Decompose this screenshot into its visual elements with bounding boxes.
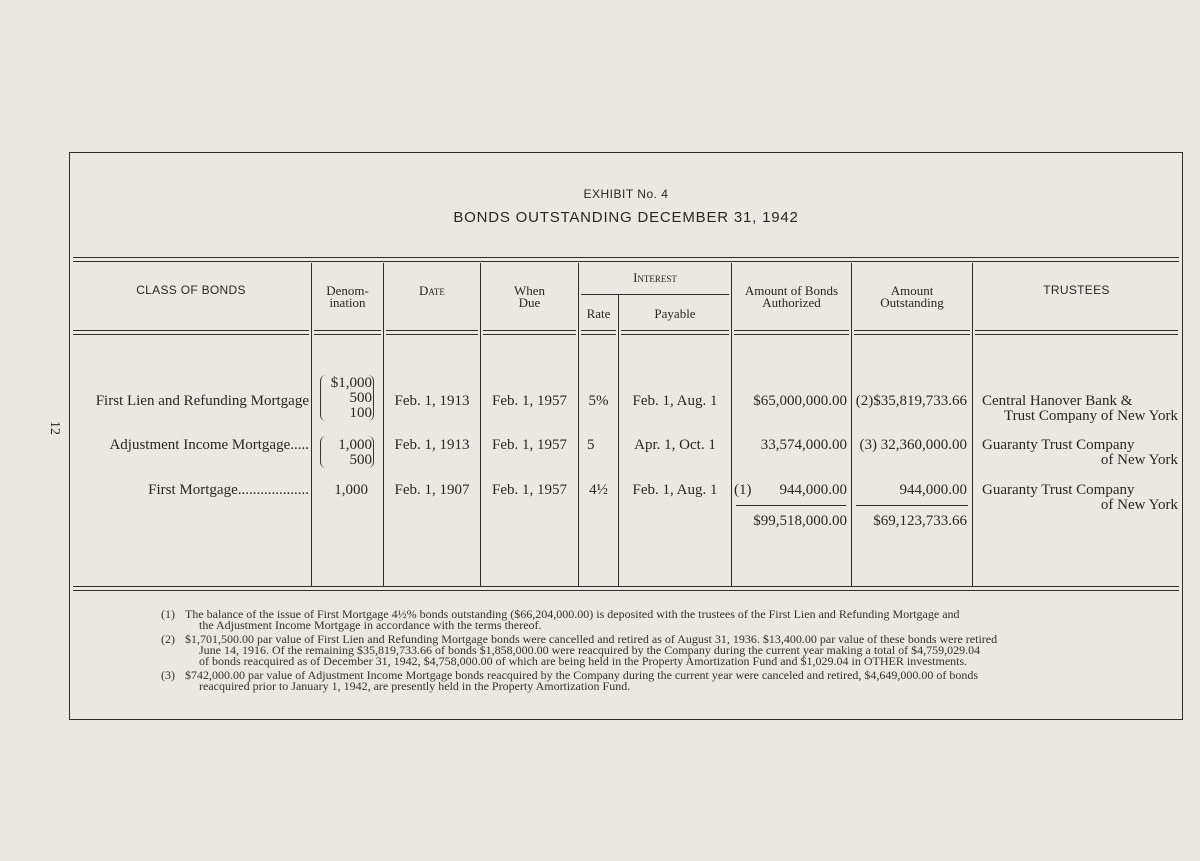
- row-date: Feb. 1, 1907: [394, 482, 470, 498]
- row-authorized: $65,000,000.00: [753, 393, 847, 409]
- total-authorized: $99,518,000.00: [753, 513, 847, 529]
- footnote-line: $742,000.00 par value of Adjustment Income Mortgage bonds reacquired by the Company during the current year were canceled and retired, $4,649,000.00 of bonds: [185, 668, 979, 682]
- row-trustee-line-1: Central Hanover Bank &: [982, 393, 1133, 409]
- header-authorized-1: Amount of Bonds: [744, 283, 839, 298]
- header-when-due-2: Due: [518, 295, 541, 310]
- row-payable: Feb. 1, Aug. 1: [632, 482, 718, 498]
- header-top-rule: [73, 257, 1179, 258]
- footnote-number: (3): [161, 668, 175, 682]
- exhibit-table: [69, 152, 1183, 720]
- total-rule-authorized: [736, 505, 846, 506]
- footnote-line: of bonds reacquired as of December 31, 1942, $4,758,000.00 of which are being held in the Property Amortization Fund and $1,029.04 in OTHER investments.: [199, 654, 968, 668]
- row-denomination: 500: [349, 390, 372, 406]
- row-rate: 5: [587, 437, 595, 453]
- footnote: [157, 609, 1097, 631]
- header-top-rule-2: [73, 261, 1179, 262]
- row-outstanding: (2)$35,819,733.66: [855, 393, 967, 409]
- table-bottom-rule-2: [73, 590, 1179, 591]
- footnote-line: The balance of the issue of First Mortgage 4½% bonds outstanding ($66,204,000.00) is deposited with the trustees of the First Lien and Refunding Mortgage and: [185, 607, 960, 621]
- page-number: 12: [47, 421, 62, 435]
- total-outstanding: $69,123,733.66: [873, 513, 967, 529]
- header-payable: Payable: [654, 306, 696, 321]
- header-date: Date: [419, 283, 445, 298]
- footnote-number: (2): [161, 632, 175, 646]
- header-denomination-2: ination: [329, 295, 366, 310]
- table-bottom-rule: [73, 586, 1179, 587]
- row-due: Feb. 1, 1957: [492, 393, 567, 409]
- header-when-due-1: When: [513, 283, 546, 298]
- row-due: Feb. 1, 1957: [492, 482, 567, 498]
- header-interest: Interest: [633, 270, 677, 285]
- footnote: [157, 670, 1097, 692]
- row-due: Feb. 1, 1957: [492, 437, 567, 453]
- footnote-number: (1): [161, 607, 175, 621]
- row-date: Feb. 1, 1913: [394, 393, 470, 409]
- header-class-of-bonds: CLASS OF BONDS: [136, 283, 246, 297]
- row-denomination: 100: [349, 405, 372, 421]
- row-class: Adjustment Income Mortgage.....: [109, 437, 309, 453]
- header-rate: Rate: [586, 306, 611, 321]
- row-denomination: 1,000: [338, 437, 372, 453]
- row-trustee-line-2: of New York: [1100, 497, 1178, 513]
- footnote: [157, 634, 1097, 667]
- row-trustee-line-1: Guaranty Trust Company: [982, 437, 1135, 453]
- row-payable: Apr. 1, Oct. 1: [634, 437, 716, 453]
- header-authorized-2: Authorized: [762, 295, 821, 310]
- row-payable: Feb. 1, Aug. 1: [632, 393, 718, 409]
- row-trustee-line-2: Trust Company of New York: [1003, 408, 1178, 424]
- row-trustee-line-2: of New York: [1100, 452, 1178, 468]
- row-denomination: 1,000: [334, 482, 368, 498]
- row-date: Feb. 1, 1913: [394, 437, 470, 453]
- footnote-line: $1,701,500.00 par value of First Lien and Refunding Mortgage bonds were cancelled and retired as of August 31, 1936. $13,400.00 par value of these bonds were retired: [185, 632, 998, 646]
- exhibit-label: EXHIBIT No. 4: [583, 187, 669, 201]
- row-class: First Lien and Refunding Mortgage: [95, 393, 309, 409]
- row-authorized-note: (1): [734, 482, 752, 498]
- header-outstanding-1: Amount: [890, 283, 934, 298]
- total-rule-outstanding: [856, 505, 968, 506]
- row-class: First Mortgage...................: [148, 482, 309, 498]
- header-outstanding-2: Outstanding: [880, 295, 944, 310]
- row-rate: 5%: [588, 393, 609, 409]
- row-denomination: 500: [349, 452, 372, 468]
- header-trustees: TRUSTEES: [1043, 283, 1110, 297]
- row-outstanding: 944,000.00: [899, 482, 967, 498]
- footnote-line: June 14, 1916. Of the remaining $35,819,733.66 of bonds $1,858,000.00 were reacquired by the Company during the current year making a total of $4,759,029.04: [199, 643, 981, 657]
- interest-subheader-rule: [581, 294, 729, 295]
- footnotes: [157, 609, 1097, 695]
- footnote-line: reacquired prior to January 1, 1942, are presently held in the Property Amortization Fund.: [199, 679, 631, 693]
- header-denomination-1: Denom-: [326, 283, 369, 298]
- row-denomination: $1,000: [330, 375, 372, 391]
- row-rate: 4½: [589, 482, 608, 498]
- row-trustee-line-1: Guaranty Trust Company: [982, 482, 1135, 498]
- exhibit-title: BONDS OUTSTANDING DECEMBER 31, 1942: [453, 209, 799, 226]
- row-authorized: 33,574,000.00: [760, 437, 847, 453]
- row-authorized: 944,000.00: [779, 482, 847, 498]
- row-outstanding: (3) 32,360,000.00: [859, 437, 967, 453]
- footnote-line: the Adjustment Income Mortgage in accordance with the terms thereof.: [199, 618, 542, 632]
